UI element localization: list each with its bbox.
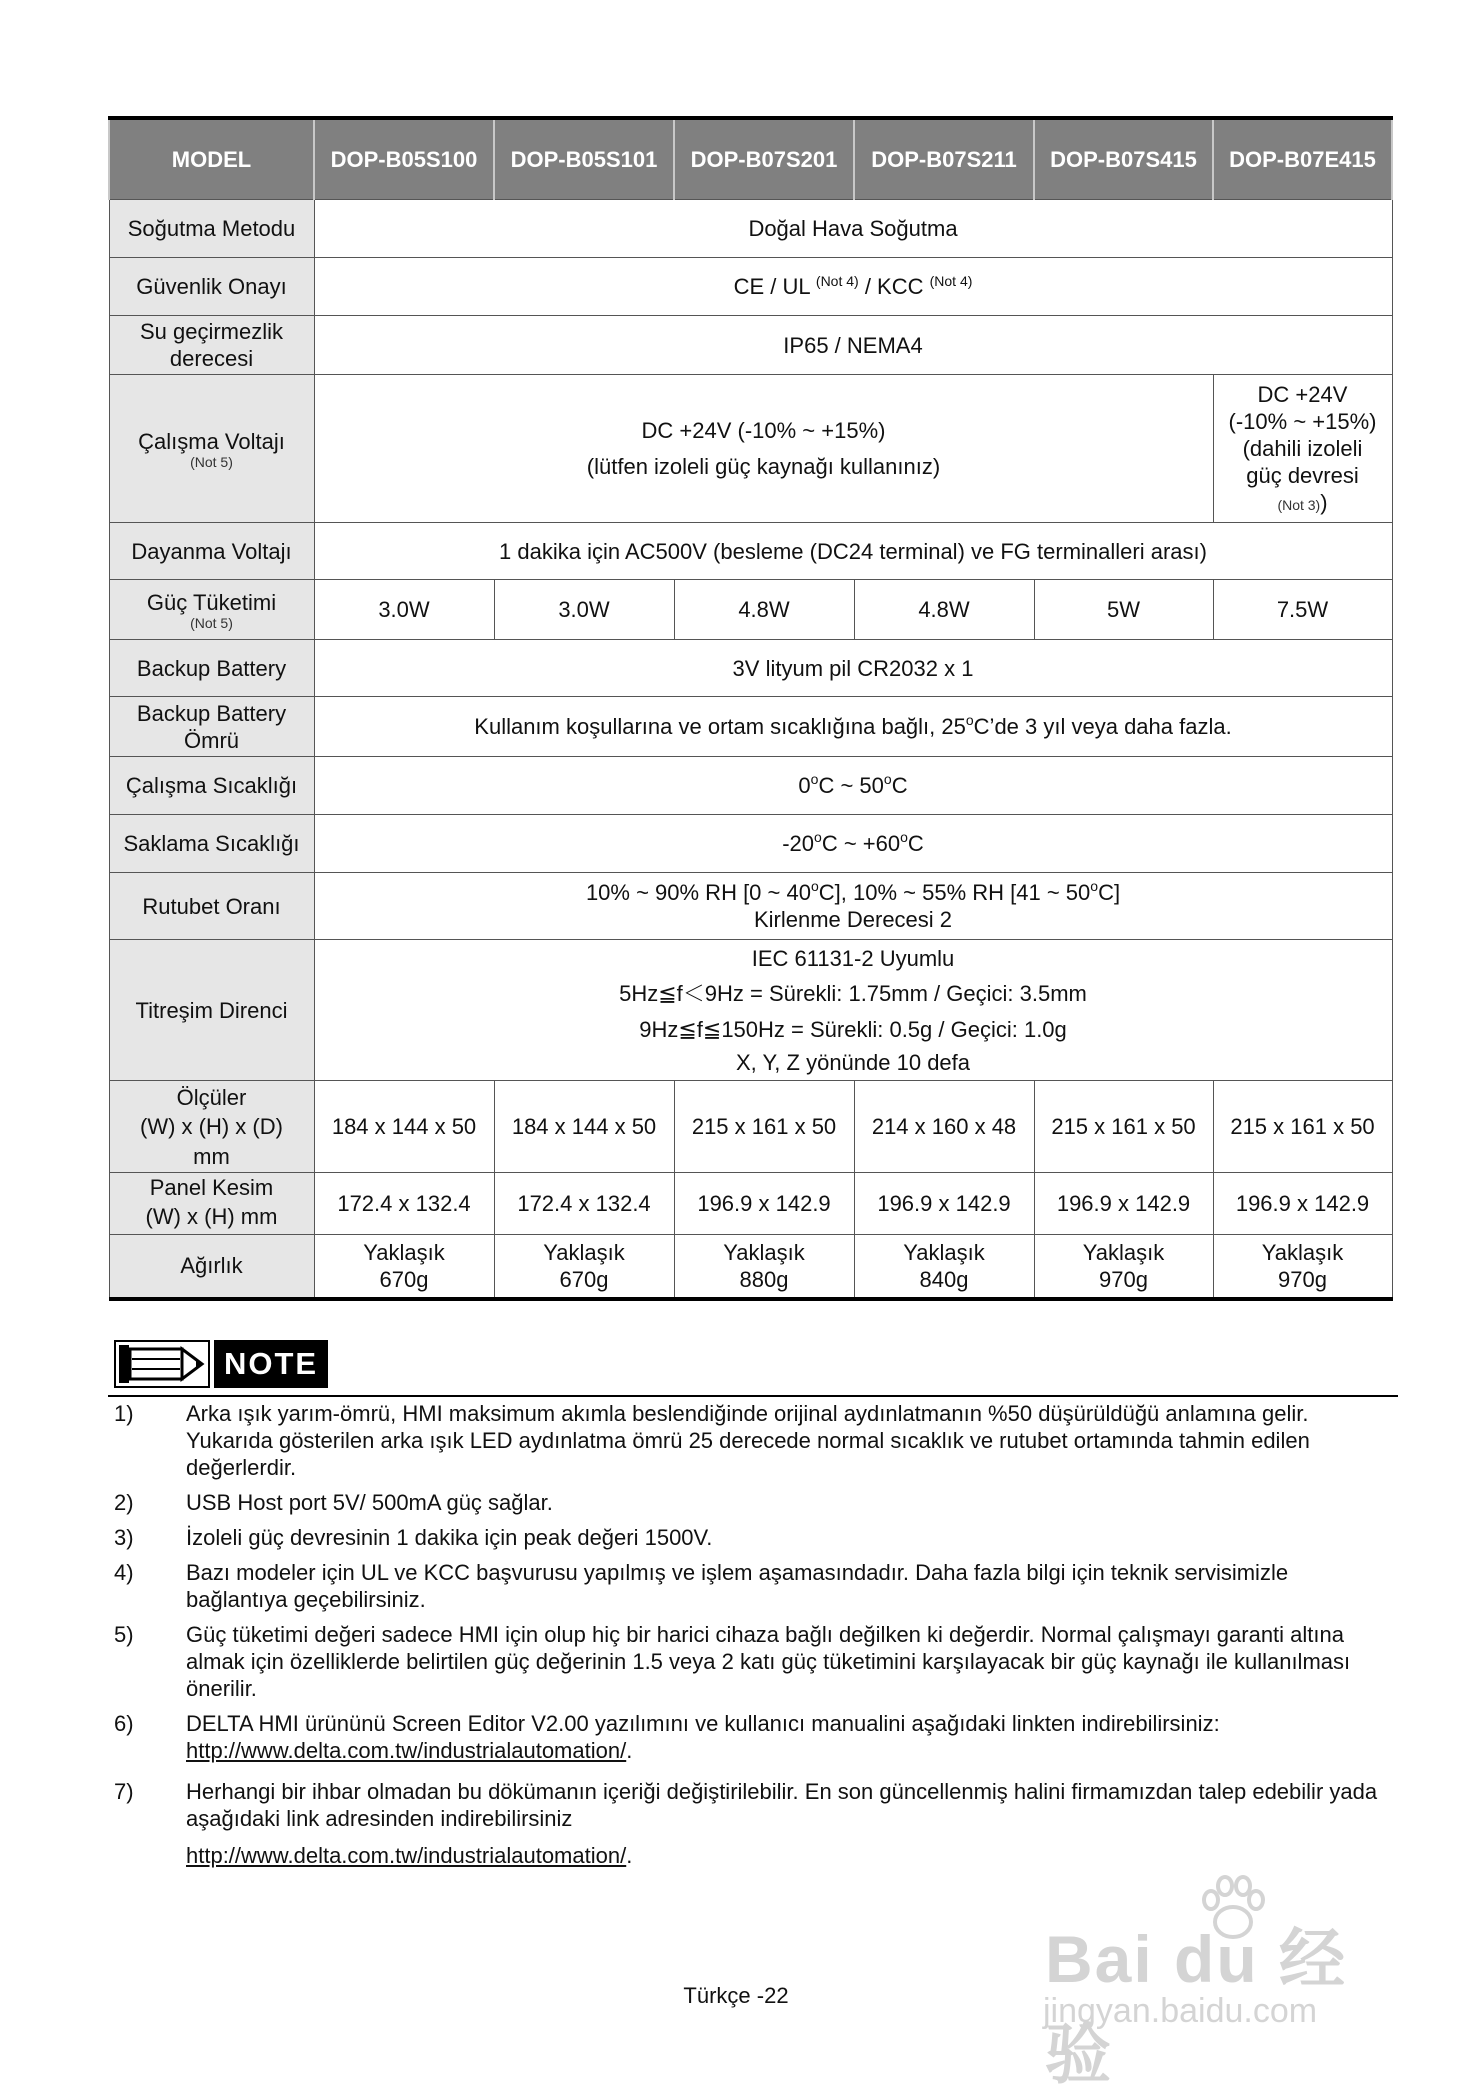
power-value: 4.8W: [854, 580, 1034, 640]
degree-mark: o: [965, 712, 974, 728]
safety-value: [314, 258, 1392, 316]
storage-temp-value: [314, 815, 1392, 873]
note-divider: [108, 1395, 1398, 1397]
table-row: [109, 873, 1392, 940]
value-line: DC +24V (-10% ~ +15%): [641, 417, 886, 443]
row-label-battery: Backup Battery: [109, 640, 314, 697]
table-header-row: [109, 118, 1392, 200]
note-badge: [114, 1340, 328, 1388]
table-row: [109, 1173, 1392, 1235]
note-item: [112, 1559, 1392, 1613]
value-line: IEC 61131-2 Uyumlu: [751, 946, 955, 971]
safety-text: / KCC: [858, 274, 930, 299]
value-text: C: [907, 831, 924, 856]
value-line: 5Hz≦f＜9Hz = Sürekli: 1.75mm / Geçici: 3.5mm: [619, 981, 1087, 1006]
power-value: 3.0W: [494, 580, 674, 640]
note-number: 2): [114, 1490, 134, 1515]
row-label-dimensions: [109, 1081, 314, 1173]
download-link[interactable]: http://www.delta.com.tw/industrialautomation/: [186, 1738, 627, 1763]
cooling-value: Doğal Hava Soğutma: [314, 200, 1392, 258]
battery-value: 3V lityum pil CR2032 x 1: [314, 640, 1392, 697]
header-model-4: DOP-B07S211: [854, 118, 1034, 200]
note-number: 4): [114, 1560, 134, 1585]
note-item: [112, 1621, 1392, 1702]
table-row: [109, 940, 1392, 1081]
note-link-line: [186, 1737, 1392, 1764]
spec-table: [108, 116, 1393, 1301]
withstand-value: 1 dakika için AC500V (besleme (DC24 terminal) ve FG terminalleri arası): [314, 523, 1392, 580]
degree-mark: o: [810, 771, 819, 787]
row-label-humidity: Rutubet Oranı: [109, 873, 314, 940]
weight-value: [674, 1235, 854, 1299]
cutout-value: 196.9 x 142.9: [854, 1173, 1034, 1235]
note-label: NOTE: [214, 1340, 328, 1388]
note-item: [112, 1400, 1392, 1481]
table-row: [109, 697, 1392, 757]
note-item: [112, 1489, 1392, 1516]
value-line: X, Y, Z yönünde 10 defa: [735, 1050, 971, 1075]
op-temp-value: [314, 757, 1392, 815]
vibration-value: [314, 940, 1392, 1081]
value-line: Yaklaşık: [1082, 1239, 1165, 1265]
label-line: Ömrü: [184, 727, 239, 753]
note-text: USB Host port 5V/ 500mA güç sağlar.: [186, 1490, 553, 1515]
baidu-watermark: [1035, 1870, 1375, 2091]
cutout-value: 196.9 x 142.9: [1213, 1173, 1392, 1235]
value-line: 840g: [919, 1266, 969, 1292]
note-text: Arka ışık yarım-ömrü, HMI maksimum akımla beslendiğinde orijinal aydınlatmanın %50 düşürüldüğü anlamına gelir. Yukarıda gösterilen arka ışık LED aydınlatma ömrü 25 derecede normal sıcaklık ve rutubet ortamında tahmin edilen değerlerdir.: [186, 1401, 1310, 1480]
header-model-6: DOP-B07E415: [1213, 118, 1392, 200]
header-model-1: DOP-B05S100: [314, 118, 494, 200]
label-line: Çalışma Voltajı: [138, 429, 285, 454]
header-model: MODEL: [109, 118, 314, 200]
download-link[interactable]: http://www.delta.com.tw/industrialautomation/: [186, 1843, 627, 1868]
value-line: güç devresi: [1246, 463, 1359, 488]
label-line: derecesi: [169, 346, 254, 371]
dimension-value: 215 x 161 x 50: [1034, 1081, 1213, 1173]
cutout-value: 196.9 x 142.9: [1034, 1173, 1213, 1235]
power-value: 3.0W: [314, 580, 494, 640]
table-row: [109, 640, 1392, 697]
cutout-value: 172.4 x 132.4: [314, 1173, 494, 1235]
degree-mark: o: [1090, 878, 1099, 894]
note-text: DELTA HMI ürününü Screen Editor V2.00 yazılımını ve kullanıcı manualini aşağıdaki linkten indirebilirsiniz:: [186, 1711, 1220, 1736]
note-number: 5): [114, 1622, 134, 1647]
label-line: (W) x (H) x (D): [140, 1113, 283, 1139]
note-text: Bazı modeler için UL ve KCC başvurusu yapılmış ve işlem aşamasındadır. Daha fazla bilgi için teknik servisimizle bağlantıya geçebilirsiniz.: [186, 1560, 1289, 1612]
label-line: (W) x (H) mm: [145, 1204, 278, 1229]
value-line: 880g: [739, 1266, 789, 1292]
note-link-line: [186, 1842, 1392, 1869]
table-row: [109, 375, 1392, 523]
row-label-battery-life: [109, 697, 314, 757]
note-item: [112, 1710, 1392, 1764]
weight-value: [854, 1235, 1034, 1299]
value-line: 670g: [559, 1266, 609, 1292]
notes-list: [112, 1400, 1392, 1877]
note-ref: (Not 3): [1277, 497, 1321, 513]
table-row: [109, 1235, 1392, 1299]
humidity-value: [314, 873, 1392, 940]
weight-value: [1034, 1235, 1213, 1299]
label-line: Panel Kesim: [149, 1175, 274, 1200]
value-text: C’de 3 yıl veya daha fazla.: [973, 714, 1232, 739]
value-line: Yaklaşık: [363, 1239, 445, 1265]
label-line: Su geçirmezlik: [139, 319, 284, 344]
power-value: 7.5W: [1213, 580, 1392, 640]
table-row: [109, 523, 1392, 580]
value-line: 970g: [1278, 1266, 1327, 1292]
cutout-value: 196.9 x 142.9: [674, 1173, 854, 1235]
pen-icon: [114, 1340, 210, 1388]
row-label-withstand: Dayanma Voltajı: [109, 523, 314, 580]
value-line: Kirlenme Derecesi 2: [753, 907, 953, 932]
table-row: [109, 580, 1392, 640]
row-label-op-temp: Çalışma Sıcaklığı: [109, 757, 314, 815]
note-item: [112, 1524, 1392, 1551]
row-label-power: [109, 580, 314, 640]
table-row: [109, 1081, 1392, 1173]
value-text: C]: [1098, 880, 1121, 905]
value-line: DC +24V: [1257, 382, 1348, 407]
value-line: (lütfen izoleli güç kaynağı kullanınız): [586, 453, 941, 479]
value-line: Yaklaşık: [1261, 1239, 1344, 1265]
table-row: [109, 258, 1392, 316]
table-row: [109, 757, 1392, 815]
dimension-value: 184 x 144 x 50: [314, 1081, 494, 1173]
value-line: [319, 879, 1388, 906]
value-text: Kullanım koşullarına ve ortam sıcaklığına bağlı, 25: [474, 714, 966, 739]
page-number: Türkçe -22: [683, 1983, 789, 2008]
row-label-vibration: Titreşim Direnci: [109, 940, 314, 1081]
note-text: Herhangi bir ihbar olmadan bu dökümanın içeriği değiştirilebilir. En son güncellenmiş halini firmamızdan talep edebilir yada aşağıdaki link adresinden indirebilirsiniz: [186, 1779, 1378, 1831]
table-row: [109, 200, 1392, 258]
watermark-brand: Bai du 经验: [1045, 1922, 1348, 2091]
value-line: Yaklaşık: [543, 1239, 625, 1265]
value-text: C: [891, 773, 908, 798]
note-item: [112, 1778, 1392, 1869]
row-label-waterproof: [109, 316, 314, 375]
value-text: C ~ 50: [818, 773, 884, 798]
note-text: .: [626, 1738, 633, 1763]
header-model-3: DOP-B07S201: [674, 118, 854, 200]
row-label-voltage: [109, 375, 314, 523]
table-row: [109, 815, 1392, 873]
dimension-value: 184 x 144 x 50: [494, 1081, 674, 1173]
table-row: [109, 316, 1392, 375]
header-model-5: DOP-B07S415: [1034, 118, 1213, 200]
value-text: -20: [782, 831, 815, 856]
weight-value: [494, 1235, 674, 1299]
degree-mark: o: [900, 829, 908, 845]
note-number: 1): [114, 1401, 134, 1426]
battery-life-value: [314, 697, 1392, 757]
weight-value: [314, 1235, 494, 1299]
waterproof-value: IP65 / NEMA4: [314, 316, 1392, 375]
safety-text: CE / UL: [733, 274, 816, 299]
note-text: İzoleli güç devresinin 1 dakika için peak değeri 1500V.: [186, 1525, 713, 1550]
weight-value: [1213, 1235, 1392, 1299]
degree-mark: o: [883, 771, 892, 787]
value-text: 0: [798, 773, 811, 798]
value-text: C ~ +60: [821, 831, 901, 856]
note-ref: (Not 5): [190, 454, 233, 470]
note-ref: (Not 4): [929, 273, 973, 289]
label-line: Backup Battery: [136, 700, 287, 726]
row-label-cutout: [109, 1173, 314, 1235]
note-number: 6): [114, 1711, 134, 1736]
value-line: ): [1320, 490, 1328, 515]
value-line: Yaklaşık: [723, 1239, 805, 1265]
dimension-value: 215 x 161 x 50: [674, 1081, 854, 1173]
dimension-value: 214 x 160 x 48: [854, 1081, 1034, 1173]
cutout-value: 172.4 x 132.4: [494, 1173, 674, 1235]
row-label-weight: Ağırlık: [109, 1235, 314, 1299]
note-text: .: [626, 1843, 633, 1868]
voltage-value-e415: [1213, 375, 1392, 523]
row-label-safety: Güvenlik Onayı: [109, 258, 314, 316]
value-line: 670g: [379, 1266, 429, 1292]
label-line: Güç Tüketimi: [146, 590, 277, 615]
degree-mark: o: [810, 878, 819, 894]
power-value: 4.8W: [674, 580, 854, 640]
power-value: 5W: [1034, 580, 1213, 640]
row-label-cooling: Soğutma Metodu: [109, 200, 314, 258]
value-text: C], 10% ~ 55% RH [41 ~ 50: [818, 880, 1091, 905]
note-text: Güç tüketimi değeri sadece HMI için olup hiç bir harici cihaza bağlı değilken ki değerdir. Normal çalışmayı garanti altına almak için özelliklerde belirtilen güç değerinin 1.5 veya 2 katı güç tüketimini karşılayacak bir güç kaynağı ile kullanılması önerilir.: [186, 1622, 1351, 1701]
value-line: (dahili izoleli: [1242, 436, 1363, 461]
note-ref: (Not 5): [190, 615, 233, 631]
value-line: 9Hz≦f≦150Hz = Sürekli: 0.5g / Geçici: 1.0g: [639, 1017, 1067, 1042]
label-line: mm: [193, 1143, 230, 1169]
note-number: 7): [114, 1779, 134, 1804]
note-ref: (Not 4): [815, 273, 859, 289]
value-line: (-10% ~ +15%): [1228, 409, 1377, 434]
label-line: Ölçüler: [176, 1084, 247, 1110]
value-line: 970g: [1099, 1266, 1148, 1292]
header-model-2: DOP-B05S101: [494, 118, 674, 200]
note-number: 3): [114, 1525, 134, 1550]
voltage-value: [314, 375, 1213, 523]
value-line: Yaklaşık: [903, 1239, 985, 1265]
row-label-storage-temp: Saklama Sıcaklığı: [109, 815, 314, 873]
degree-mark: o: [814, 829, 822, 845]
value-text: 10% ~ 90% RH [0 ~ 40: [585, 880, 811, 905]
watermark-url: jingyan.baidu.com: [1043, 1992, 1318, 2030]
dimension-value: 215 x 161 x 50: [1213, 1081, 1392, 1173]
